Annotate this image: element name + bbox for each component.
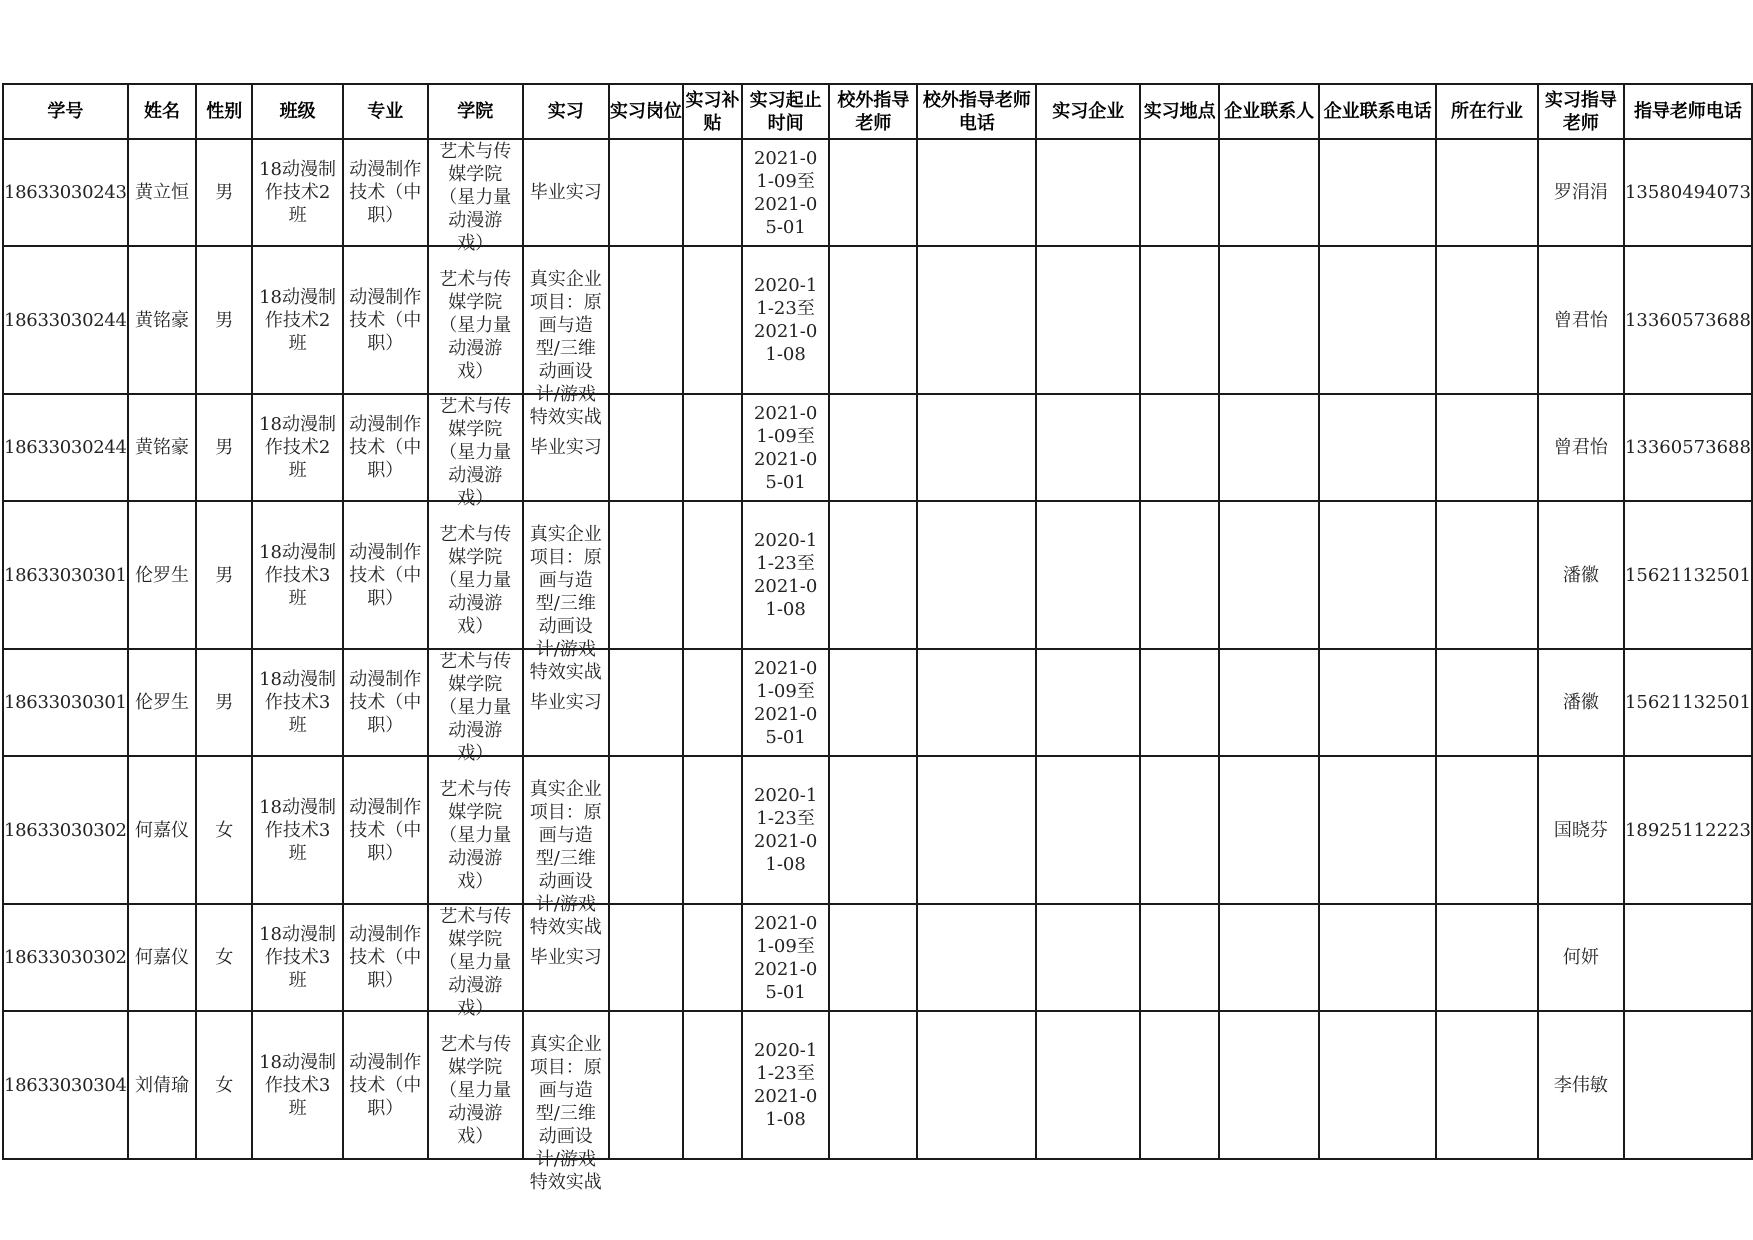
cell-company-phone xyxy=(1319,1011,1436,1159)
cell-major xyxy=(343,394,428,501)
cell-period xyxy=(742,904,829,1011)
cell-company-contact xyxy=(1219,501,1319,649)
cell-college-text: 艺术与传媒学院（星力量动漫游戏） xyxy=(439,778,512,892)
cell-industry xyxy=(1436,1011,1538,1159)
col-header-ext-teacher-phone: 校外指导老师电话 xyxy=(917,84,1036,139)
cell-major-text: 动漫制作技术（中职） xyxy=(349,541,422,609)
cell-student-id: 18633030301 xyxy=(3,649,128,756)
cell-location xyxy=(1140,1011,1219,1159)
cell-class-text: 18动漫制作技术3班 xyxy=(259,669,337,736)
cell-major-text: 动漫制作技术（中职） xyxy=(349,1051,422,1119)
cell-college xyxy=(428,1011,523,1159)
cell-class xyxy=(252,1011,343,1159)
cell-subsidy xyxy=(683,1011,742,1159)
cell-major-text: 动漫制作技术（中职） xyxy=(349,286,422,354)
cell-college xyxy=(428,139,523,254)
cell-teacher-phone: 13360573688 xyxy=(1624,246,1752,394)
cell-student-id: 18633030244 xyxy=(3,246,128,394)
cell-major-text: 动漫制作技术（中职） xyxy=(349,924,422,991)
cell-company xyxy=(1036,756,1140,904)
cell-class-text: 18动漫制作技术2班 xyxy=(259,286,337,354)
cell-internship-text: 真实企业项目：原画与造型/三维动画设计/游戏特效实战 xyxy=(529,268,602,428)
cell-subsidy xyxy=(683,246,742,394)
cell-period xyxy=(742,756,829,904)
cell-ext-teacher-phone xyxy=(917,756,1036,904)
cell-gender: 女 xyxy=(196,904,252,1011)
cell-major xyxy=(343,501,428,649)
table-row xyxy=(3,1011,1752,1159)
cell-college-text: 艺术与传媒学院（星力量动漫游戏） xyxy=(439,906,512,1019)
cell-company-phone xyxy=(1319,246,1436,394)
col-header-company: 实习企业 xyxy=(1036,84,1140,139)
cell-position xyxy=(609,649,683,756)
cell-teacher-phone: 13360573688 xyxy=(1624,394,1752,501)
cell-name: 伦罗生 xyxy=(128,501,197,649)
col-header-name: 姓名 xyxy=(128,84,197,139)
cell-position xyxy=(609,246,683,394)
cell-company-phone xyxy=(1319,394,1436,501)
cell-internship-text: 真实企业项目：原画与造型/三维动画设计/游戏特效实战 xyxy=(529,778,602,938)
cell-gender: 女 xyxy=(196,756,252,904)
header-row xyxy=(3,84,1752,139)
cell-position xyxy=(609,904,683,1011)
cell-teacher: 国晓芬 xyxy=(1538,756,1624,904)
table-body xyxy=(3,139,1752,1193)
cell-period-text: 2021-01-09至2021-05-01 xyxy=(753,657,818,748)
cell-college xyxy=(428,756,523,904)
col-header-period: 实习起止时间 xyxy=(742,84,829,139)
cell-name: 何嘉仪 xyxy=(128,904,197,1011)
cell-period-text: 2020-11-23至2021-01-08 xyxy=(753,275,818,365)
table-row xyxy=(3,756,1752,904)
cell-location xyxy=(1140,139,1219,246)
cell-location xyxy=(1140,649,1219,756)
col-header-location: 实习地点 xyxy=(1140,84,1219,139)
cell-location xyxy=(1140,246,1219,394)
cell-major xyxy=(343,649,428,756)
cell-period-text: 2020-11-23至2021-01-08 xyxy=(753,530,818,620)
cell-ext-teacher xyxy=(829,139,917,246)
col-header-college: 学院 xyxy=(428,84,523,139)
cell-ext-teacher xyxy=(829,756,917,904)
cell-internship-text: 毕业实习 xyxy=(529,692,602,713)
cell-major-text: 动漫制作技术（中职） xyxy=(349,414,422,481)
cell-name: 黄铭豪 xyxy=(128,246,197,394)
cell-class-text: 18动漫制作技术3班 xyxy=(259,924,337,991)
cell-period xyxy=(742,394,829,501)
cell-industry xyxy=(1436,139,1538,246)
cell-industry xyxy=(1436,501,1538,649)
cell-gender: 男 xyxy=(196,394,252,501)
cell-class xyxy=(252,904,343,1011)
cell-industry xyxy=(1436,904,1538,1011)
cell-position xyxy=(609,139,683,246)
cell-class xyxy=(252,649,343,756)
cell-industry xyxy=(1436,246,1538,394)
cell-ext-teacher-phone xyxy=(917,246,1036,394)
cell-position xyxy=(609,501,683,649)
cell-gender: 女 xyxy=(196,1011,252,1159)
internship-table xyxy=(2,83,1753,1193)
cell-company-phone xyxy=(1319,139,1436,246)
cell-teacher: 李伟敏 xyxy=(1538,1011,1624,1159)
cell-name: 黄铭豪 xyxy=(128,394,197,501)
cell-student-id: 18633030243 xyxy=(3,139,128,246)
cell-company-phone xyxy=(1319,904,1436,1011)
cell-company-phone xyxy=(1319,501,1436,649)
cell-teacher-phone: 13580494073 xyxy=(1624,139,1752,246)
cell-student-id: 18633030244 xyxy=(3,394,128,501)
cell-industry xyxy=(1436,756,1538,904)
cell-company xyxy=(1036,246,1140,394)
cell-internship xyxy=(523,246,609,428)
table-row xyxy=(3,139,1752,246)
cell-major-text: 动漫制作技术（中职） xyxy=(349,796,422,864)
cell-company xyxy=(1036,394,1140,501)
cell-class xyxy=(252,501,343,649)
cell-period-text: 2020-11-23至2021-01-08 xyxy=(753,785,818,875)
col-header-ext-teacher: 校外指导老师 xyxy=(829,84,917,139)
cell-industry xyxy=(1436,394,1538,501)
cell-college-text: 艺术与传媒学院（星力量动漫游戏） xyxy=(439,268,512,382)
cell-internship-text: 毕业实习 xyxy=(529,437,602,458)
col-header-gender: 性别 xyxy=(196,84,252,139)
cell-subsidy xyxy=(683,139,742,246)
cell-subsidy xyxy=(683,394,742,501)
cell-major xyxy=(343,756,428,904)
cell-location xyxy=(1140,394,1219,501)
cell-subsidy xyxy=(683,756,742,904)
cell-college xyxy=(428,649,523,764)
cell-company-contact xyxy=(1219,904,1319,1011)
cell-major xyxy=(343,139,428,246)
cell-internship-text: 真实企业项目：原画与造型/三维动画设计/游戏特效实战 xyxy=(529,1033,602,1193)
cell-internship xyxy=(523,501,609,683)
cell-major xyxy=(343,1011,428,1159)
cell-period xyxy=(742,649,829,756)
cell-student-id: 18633030302 xyxy=(3,756,128,904)
cell-position xyxy=(609,394,683,501)
cell-class xyxy=(252,756,343,904)
cell-college xyxy=(428,904,523,1019)
cell-gender: 男 xyxy=(196,649,252,756)
col-header-class: 班级 xyxy=(252,84,343,139)
cell-company xyxy=(1036,904,1140,1011)
col-header-internship: 实习 xyxy=(523,84,609,139)
cell-gender: 男 xyxy=(196,139,252,246)
cell-period-text: 2020-11-23至2021-01-08 xyxy=(753,1040,818,1130)
cell-ext-teacher xyxy=(829,501,917,649)
cell-class-text: 18动漫制作技术2班 xyxy=(259,414,337,481)
cell-period-text: 2021-01-09至2021-05-01 xyxy=(753,402,818,493)
table-row xyxy=(3,246,1752,394)
cell-ext-teacher xyxy=(829,649,917,756)
cell-company-phone xyxy=(1319,649,1436,756)
cell-internship xyxy=(523,139,609,246)
cell-internship xyxy=(523,1011,609,1193)
cell-company-phone xyxy=(1319,756,1436,904)
cell-company xyxy=(1036,649,1140,756)
col-header-company-contact: 企业联系人 xyxy=(1219,84,1319,139)
cell-subsidy xyxy=(683,501,742,649)
cell-company-contact xyxy=(1219,1011,1319,1159)
cell-company xyxy=(1036,139,1140,246)
col-header-position: 实习岗位 xyxy=(609,84,683,139)
cell-ext-teacher-phone xyxy=(917,394,1036,501)
col-header-major: 专业 xyxy=(343,84,428,139)
cell-student-id: 18633030304 xyxy=(3,1011,128,1159)
cell-company-contact xyxy=(1219,139,1319,246)
col-header-company-phone: 企业联系电话 xyxy=(1319,84,1436,139)
cell-class-text: 18动漫制作技术3班 xyxy=(259,1051,337,1119)
cell-company xyxy=(1036,1011,1140,1159)
col-header-student-id: 学号 xyxy=(3,84,128,139)
cell-internship-text: 毕业实习 xyxy=(529,182,602,203)
cell-period-text: 2021-01-09至2021-05-01 xyxy=(753,147,818,238)
cell-internship-text: 毕业实习 xyxy=(529,947,602,968)
cell-ext-teacher xyxy=(829,394,917,501)
cell-ext-teacher-phone xyxy=(917,649,1036,756)
col-header-subsidy: 实习补贴 xyxy=(683,84,742,139)
cell-college-text: 艺术与传媒学院（星力量动漫游戏） xyxy=(439,1033,512,1147)
cell-college-text: 艺术与传媒学院（星力量动漫游戏） xyxy=(439,651,512,764)
cell-internship-text: 真实企业项目：原画与造型/三维动画设计/游戏特效实战 xyxy=(529,523,602,683)
table-row xyxy=(3,649,1752,756)
cell-location xyxy=(1140,756,1219,904)
cell-name: 刘倩瑜 xyxy=(128,1011,197,1159)
table-row xyxy=(3,904,1752,1011)
cell-teacher-phone: 15621132501 xyxy=(1624,649,1752,756)
cell-college-text: 艺术与传媒学院（星力量动漫游戏） xyxy=(439,523,512,637)
cell-position xyxy=(609,1011,683,1159)
cell-ext-teacher-phone xyxy=(917,139,1036,246)
cell-period xyxy=(742,139,829,246)
cell-college xyxy=(428,394,523,509)
cell-period-text: 2021-01-09至2021-05-01 xyxy=(753,912,818,1003)
cell-location xyxy=(1140,904,1219,1011)
cell-teacher-phone: 18925112223 xyxy=(1624,756,1752,904)
table-row xyxy=(3,394,1752,501)
cell-industry xyxy=(1436,649,1538,756)
cell-gender: 男 xyxy=(196,246,252,394)
cell-teacher: 曾君怡 xyxy=(1538,394,1624,501)
col-header-teacher-phone: 指导老师电话 xyxy=(1624,84,1752,139)
cell-class xyxy=(252,246,343,394)
cell-college xyxy=(428,501,523,649)
cell-ext-teacher xyxy=(829,246,917,394)
cell-ext-teacher xyxy=(829,904,917,1011)
cell-teacher-phone xyxy=(1624,1011,1752,1159)
cell-internship xyxy=(523,756,609,938)
cell-gender: 男 xyxy=(196,501,252,649)
cell-college-text: 艺术与传媒学院（星力量动漫游戏） xyxy=(439,396,512,509)
cell-teacher: 潘徽 xyxy=(1538,649,1624,756)
cell-class-text: 18动漫制作技术2班 xyxy=(259,159,337,226)
cell-ext-teacher xyxy=(829,1011,917,1159)
cell-subsidy xyxy=(683,904,742,1011)
cell-company xyxy=(1036,501,1140,649)
cell-class-text: 18动漫制作技术3班 xyxy=(259,541,337,609)
cell-ext-teacher-phone xyxy=(917,501,1036,649)
table-row xyxy=(3,501,1752,649)
cell-major xyxy=(343,904,428,1011)
cell-company-contact xyxy=(1219,246,1319,394)
cell-class-text: 18动漫制作技术3班 xyxy=(259,796,337,864)
cell-teacher-phone: 15621132501 xyxy=(1624,501,1752,649)
cell-name: 黄立恒 xyxy=(128,139,197,246)
cell-college xyxy=(428,246,523,394)
cell-period xyxy=(742,1011,829,1159)
cell-teacher: 曾君怡 xyxy=(1538,246,1624,394)
cell-major-text: 动漫制作技术（中职） xyxy=(349,159,422,226)
cell-teacher-phone xyxy=(1624,904,1752,1011)
cell-name: 何嘉仪 xyxy=(128,756,197,904)
cell-location xyxy=(1140,501,1219,649)
cell-student-id: 18633030302 xyxy=(3,904,128,1011)
cell-college-text: 艺术与传媒学院（星力量动漫游戏） xyxy=(439,141,512,254)
cell-company-contact xyxy=(1219,649,1319,756)
cell-ext-teacher-phone xyxy=(917,904,1036,1011)
cell-major xyxy=(343,246,428,394)
cell-period xyxy=(742,501,829,649)
cell-class xyxy=(252,394,343,501)
cell-period xyxy=(742,246,829,394)
cell-company-contact xyxy=(1219,394,1319,501)
cell-company-contact xyxy=(1219,756,1319,904)
cell-name: 伦罗生 xyxy=(128,649,197,756)
cell-major-text: 动漫制作技术（中职） xyxy=(349,669,422,736)
cell-position xyxy=(609,756,683,904)
cell-ext-teacher-phone xyxy=(917,1011,1036,1159)
cell-teacher: 何妍 xyxy=(1538,904,1624,1011)
col-header-industry: 所在行业 xyxy=(1436,84,1538,139)
cell-student-id: 18633030301 xyxy=(3,501,128,649)
cell-teacher: 罗涓涓 xyxy=(1538,139,1624,246)
cell-subsidy xyxy=(683,649,742,756)
cell-teacher: 潘徽 xyxy=(1538,501,1624,649)
cell-class xyxy=(252,139,343,246)
col-header-teacher: 实习指导老师 xyxy=(1538,84,1624,139)
